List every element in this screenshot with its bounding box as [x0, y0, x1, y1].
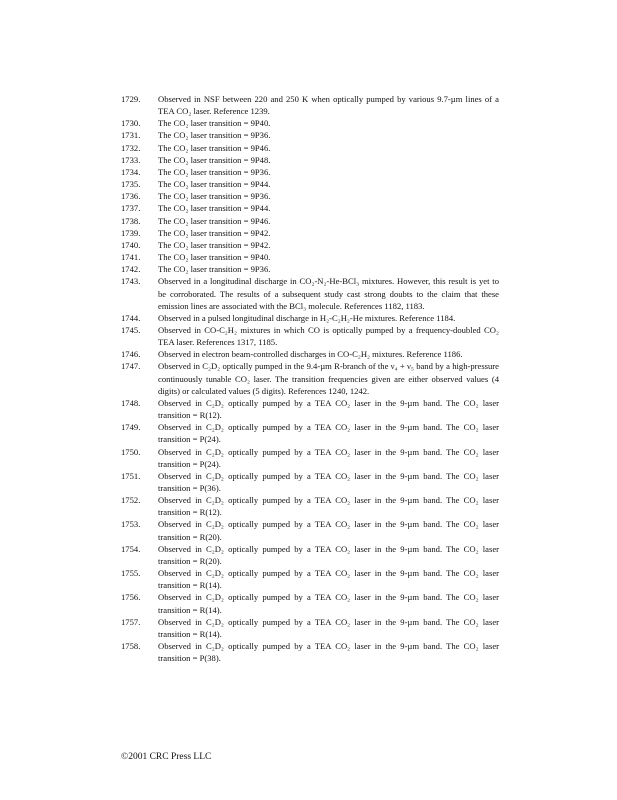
note-entry — [121, 93, 499, 117]
note-text: Observed in C₂D₂ optically pumped by a TEA CO₂ laser in the 9-µm band. The CO₂ laser transition = R(20). — [158, 543, 499, 566]
note-number: 1758. — [121, 641, 141, 652]
note-text: Observed in C₂D₂ optically pumped by a TEA CO₂ laser in the 9-µm band. The CO₂ laser transition = P(24). — [158, 422, 499, 445]
note-number: 1744. — [121, 312, 141, 323]
note-number: 1756. — [121, 592, 141, 603]
note-entry — [121, 263, 499, 275]
note-number: 1755. — [121, 568, 141, 579]
note-number: 1751. — [121, 470, 141, 481]
note-number: 1743. — [121, 276, 141, 287]
note-text: Observed in C₂D₂ optically pumped by a TEA CO₂ laser in the 9-µm band. The CO₂ laser transition = P(38). — [158, 641, 499, 664]
note-text: Observed in C₂D₂ optically pumped by a TEA CO₂ laser in the 9-µm band. The CO₂ laser transition = R(20). — [158, 519, 499, 542]
note-entry — [121, 251, 499, 263]
note-number: 1738. — [121, 215, 141, 226]
note-entry — [121, 446, 499, 470]
note-number: 1733. — [121, 154, 141, 165]
note-number: 1729. — [121, 94, 141, 104]
note-entry — [121, 360, 499, 396]
note-text: Observed in C₂D₂ optically pumped by a TEA CO₂ laser in the 9-µm band. The CO₂ laser transition = R(14). — [158, 592, 499, 615]
note-number: 1745. — [121, 324, 141, 335]
note-entry — [121, 117, 499, 129]
note-number: 1732. — [121, 142, 141, 153]
note-number: 1752. — [121, 495, 141, 506]
note-entry — [121, 640, 499, 664]
note-entry — [121, 616, 499, 640]
note-entry — [121, 324, 499, 348]
note-number: 1747. — [121, 361, 141, 372]
note-text: The CO₂ laser transition = 9P42. — [158, 239, 271, 250]
note-text: The CO₂ laser transition = 9P42. — [158, 227, 271, 238]
note-number: 1748. — [121, 397, 141, 408]
note-number: 1754. — [121, 543, 141, 554]
note-text: Observed in C₂D₂ optically pumped by a TEA CO₂ laser in the 9-µm band. The CO₂ laser transition = P(36). — [158, 470, 499, 493]
note-text: Observed in a longitudinal discharge in CO₂-N₂-He-BCl₃ mixtures. However, this result is yet to be corroborated. The results of a subsequent study cast strong doubts to the claim that these emission lines are associated with the BCl₃ molecule. References 1182, 1183. — [158, 276, 499, 311]
note-entry — [121, 518, 499, 542]
note-number: 1742. — [121, 264, 141, 275]
note-entry — [121, 397, 499, 421]
note-text: The CO₂ laser transition = 9P36. — [158, 166, 271, 177]
note-number: 1757. — [121, 616, 141, 627]
note-text: Observed in C₂D₂ optically pumped by a TEA CO₂ laser in the 9-µm band. The CO₂ laser transition = P(24). — [158, 446, 499, 469]
note-number: 1737. — [121, 203, 141, 214]
note-text: The CO₂ laser transition = 9P44. — [158, 203, 271, 214]
note-entry — [121, 166, 499, 178]
note-entry — [121, 348, 499, 360]
note-text: The CO₂ laser transition = 9P46. — [158, 215, 271, 226]
note-text: The CO₂ laser transition = 9P36. — [158, 191, 271, 202]
note-entry — [121, 312, 499, 324]
note-entry — [121, 275, 499, 311]
note-text: Observed in C₂D₂ optically pumped by a TEA CO₂ laser in the 9-µm band. The CO₂ laser transition = R(12). — [158, 397, 499, 421]
note-text: Observed in NSF between 220 and 250 K when optically pumped by various 9.7-µm lines of a TEA CO₂ laser. Reference 1239. — [158, 94, 499, 117]
note-entry — [121, 239, 499, 251]
note-text: Observed in C₂D₂ optically pumped by a TEA CO₂ laser in the 9-µm band. The CO₂ laser transition = R(14). — [158, 616, 499, 639]
note-entry — [121, 154, 499, 166]
note-entry — [121, 227, 499, 239]
note-text: Observed in C₂D₂ optically pumped in the 9.4-µm R-branch of the ν₄ + ν₅ band by a high-pressure continuously tunable CO₂ laser. The transition frequencies given are either observed values (4 digits) or calculated values (5 digits). References 1240, 1242. — [158, 361, 499, 396]
note-number: 1740. — [121, 239, 141, 250]
note-text: The CO₂ laser transition = 9P48. — [158, 154, 271, 165]
note-entry — [121, 470, 499, 494]
note-number: 1741. — [121, 252, 141, 263]
note-number: 1736. — [121, 191, 141, 202]
note-text: Observed in C₂D₂ optically pumped by a TEA CO₂ laser in the 9-µm band. The CO₂ laser transition = R(14). — [158, 568, 499, 591]
copyright-footer: ©2001 CRC Press LLC — [121, 752, 212, 762]
note-number: 1730. — [121, 118, 141, 129]
note-entry — [121, 129, 499, 141]
note-entry — [121, 591, 499, 615]
notes-list — [121, 93, 499, 664]
note-text: Observed in electron beam-controlled discharges in CO-C₂H₂ mixtures. Reference 1186. — [158, 349, 463, 360]
note-entry — [121, 190, 499, 202]
note-text: Observed in CO-C₂H₂ mixtures in which CO is optically pumped by a frequency-doubled CO₂ TEA laser. References 1317, 1185. — [158, 324, 499, 348]
note-entry — [121, 421, 499, 445]
note-number: 1746. — [121, 349, 141, 360]
note-entry — [121, 215, 499, 227]
note-text: The CO₂ laser transition = 9P40. — [158, 252, 271, 263]
note-number: 1734. — [121, 166, 141, 177]
note-entry — [121, 494, 499, 518]
note-text: The CO₂ laser transition = 9P36. — [158, 264, 271, 275]
note-number: 1749. — [121, 422, 141, 433]
note-number: 1735. — [121, 179, 141, 190]
note-text: Observed in a pulsed longitudinal discharge in H₂-C₂H₂-He mixtures. Reference 1184. — [158, 312, 456, 323]
note-text: The CO₂ laser transition = 9P36. — [158, 130, 271, 141]
note-text: The CO₂ laser transition = 9P40. — [158, 118, 271, 129]
note-number: 1731. — [121, 130, 141, 141]
note-entry — [121, 543, 499, 567]
note-entry — [121, 178, 499, 190]
note-text: The CO₂ laser transition = 9P46. — [158, 142, 271, 153]
note-entry — [121, 142, 499, 154]
note-number: 1750. — [121, 446, 141, 457]
note-entry — [121, 567, 499, 591]
note-text: Observed in C₂D₂ optically pumped by a TEA CO₂ laser in the 9-µm band. The CO₂ laser transition = R(12). — [158, 495, 499, 518]
note-number: 1753. — [121, 519, 141, 530]
note-number: 1739. — [121, 227, 141, 238]
note-text: The CO₂ laser transition = 9P44. — [158, 179, 271, 190]
note-entry — [121, 202, 499, 214]
